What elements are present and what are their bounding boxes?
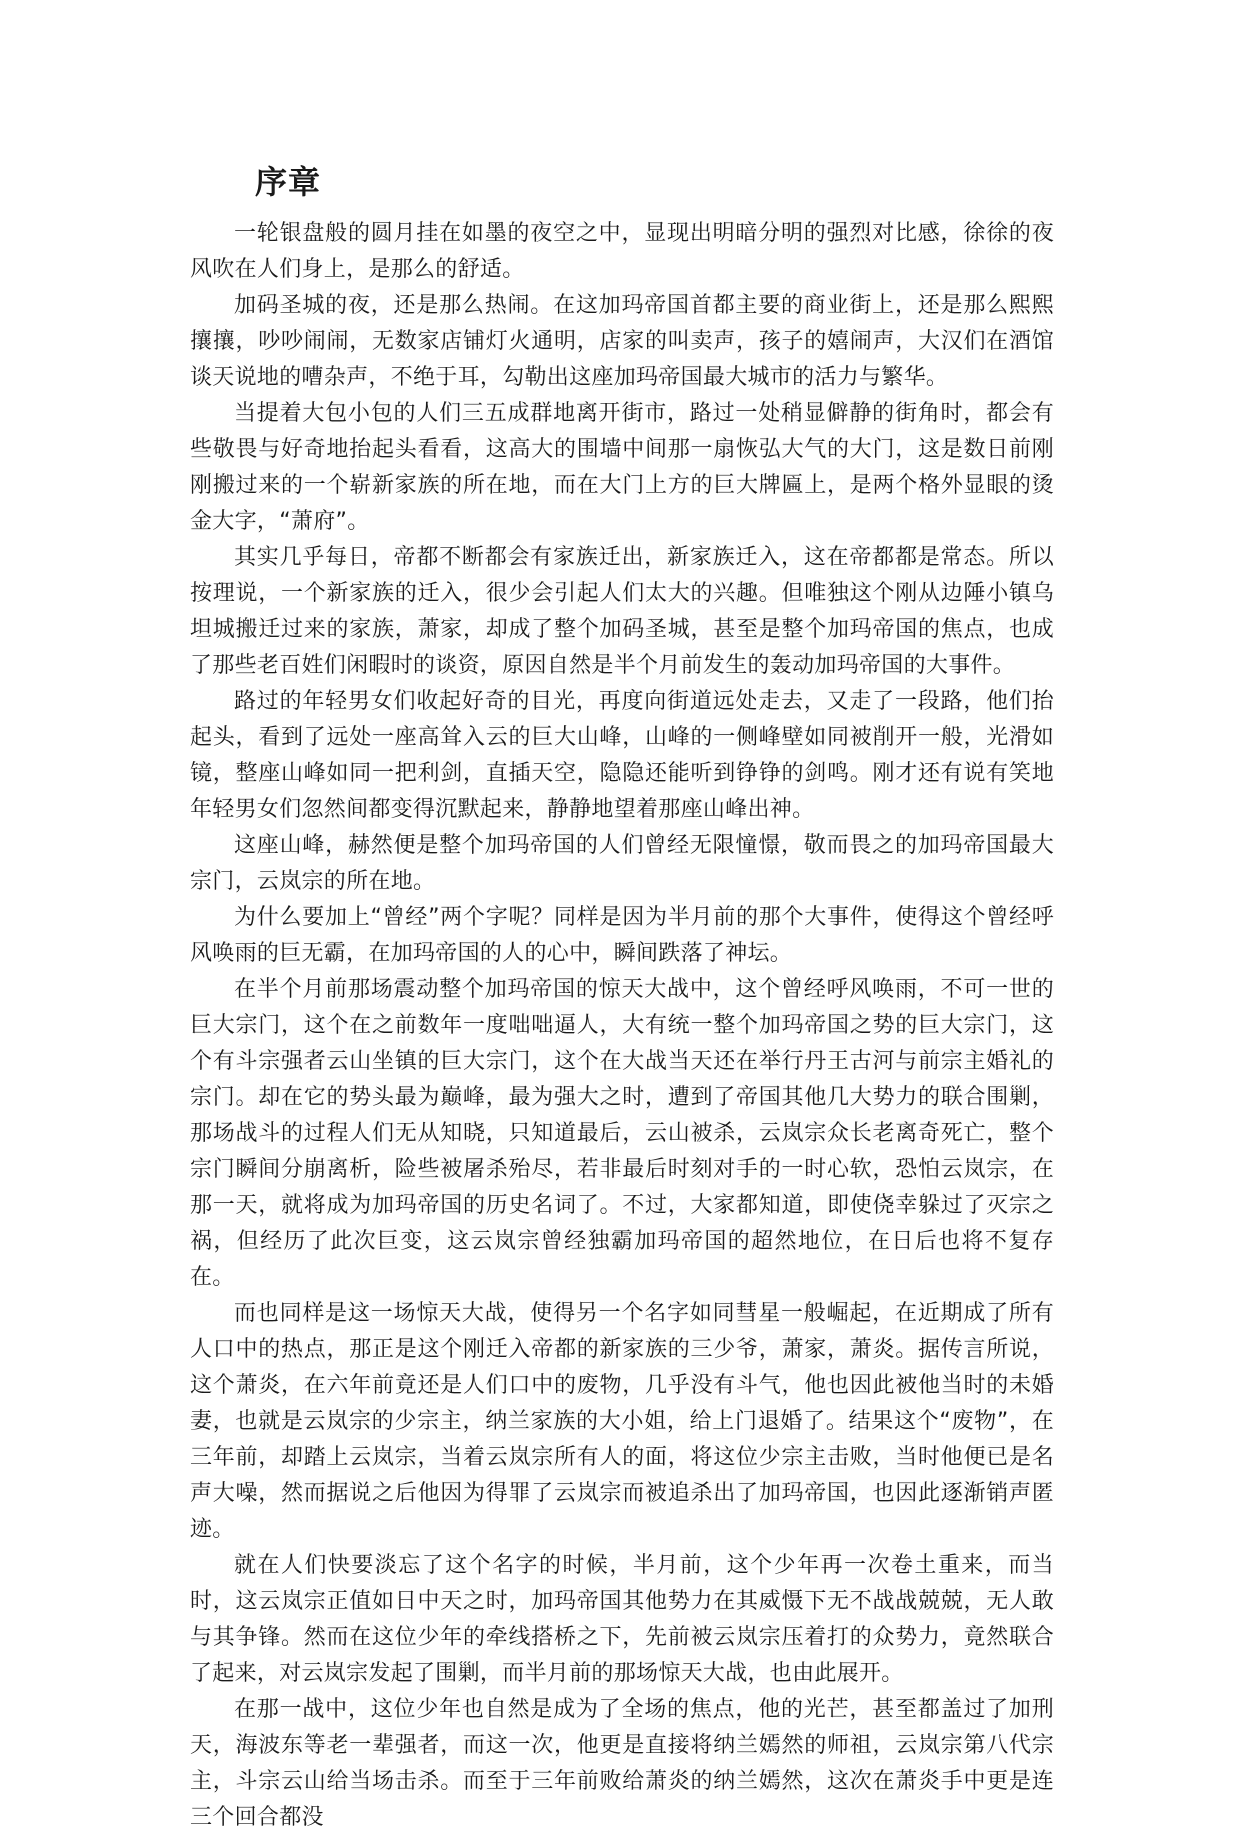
paragraph: 一轮银盘般的圆月挂在如墨的夜空之中，显现出明暗分明的强烈对比感，徐徐的夜风吹在人们身上，是那么的舒适。 <box>190 221 1054 282</box>
paragraph: 路过的年轻男女们收起好奇的目光，再度向街道远处走去，又走了一段路，他们抬起头，看到了远处一座高耸入云的巨大山峰，山峰的一侧峰壁如同被削开一般，光滑如镜，整座山峰如同一把利剑，直插天空，隐隐还能听到铮铮的剑鸣。刚才还有说有笑地年轻男女们忽然间都变得沉默起来，静静地望着那座山峰出神。 <box>190 689 1054 822</box>
paragraph: 在半个月前那场震动整个加玛帝国的惊天大战中，这个曾经呼风唤雨，不可一世的巨大宗门，这个在之前数年一度咄咄逼人，大有统一整个加玛帝国之势的巨大宗门，这个有斗宗强者云山坐镇的巨大宗门，这个在大战当天还在举行丹王古河与前宗主婚礼的宗门。却在它的势头最为巅峰，最为强大之时，遭到了帝国其他几大势力的联合围剿，那场战斗的过程人们无从知晓，只知道最后，云山被杀，云岚宗众长老离奇死亡，整个宗门瞬间分崩离析，险些被屠杀殆尽，若非最后时刻对手的一时心软，恐怕云岚宗，在那一天，就将成为加玛帝国的历史名词了。不过，大家都知道，即使侥幸躲过了灭宗之祸，但经历了此次巨变，这云岚宗曾经独霸加玛帝国的超然地位，在日后也将不复存在。 <box>190 977 1054 1290</box>
paragraph: 其实几乎每日，帝都不断都会有家族迁出，新家族迁入，这在帝都都是常态。所以按理说，一个新家族的迁入，很少会引起人们太大的兴趣。但唯独这个刚从边陲小镇乌坦城搬迁过来的家族，萧家，却成了整个加码圣城，甚至是整个加玛帝国的焦点，也成了那些老百姓们闲暇时的谈资，原因自然是半个月前发生的轰动加玛帝国的大事件。 <box>190 545 1054 678</box>
chapter-body <box>190 216 1054 1836</box>
chapter-title: 序章 <box>255 163 322 201</box>
paragraph: 这座山峰，赫然便是整个加玛帝国的人们曾经无限憧憬，敬而畏之的加玛帝国最大宗门，云岚宗的所在地。 <box>190 833 1054 894</box>
paragraph: 在那一战中，这位少年也自然是成为了全场的焦点，他的光芒，甚至都盖过了加刑天，海波东等老一辈强者，而这一次，他更是直接将纳兰嫣然的师祖，云岚宗第八代宗主，斗宗云山给当场击杀。而至于三年前败给萧炎的纳兰嫣然，这次在萧炎手中更是连三个回合都没 <box>190 1697 1054 1830</box>
paragraph: 而也同样是这一场惊天大战，使得另一个名字如同彗星一般崛起，在近期成了所有人口中的热点，那正是这个刚迁入帝都的新家族的三少爷，萧家，萧炎。据传言所说，这个萧炎，在六年前竟还是人们口中的废物，几乎没有斗气，他也因此被他当时的未婚妻，也就是云岚宗的少宗主，纳兰家族的大小姐，给上门退婚了。结果这个“废物”，在三年前，却踏上云岚宗，当着云岚宗所有人的面，将这位少宗主击败，当时他便已是名声大噪，然而据说之后他因为得罪了云岚宗而被追杀出了加玛帝国，也因此逐渐销声匿迹。 <box>190 1301 1054 1542</box>
paragraph: 为什么要加上“曾经”两个字呢？同样是因为半月前的那个大事件，使得这个曾经呼风唤雨的巨无霸，在加玛帝国的人的心中，瞬间跌落了神坛。 <box>190 905 1054 966</box>
paragraph: 就在人们快要淡忘了这个名字的时候，半月前，这个少年再一次卷土重来，而当时，这云岚宗正值如日中天之时，加玛帝国其他势力在其威慑下无不战战兢兢，无人敢与其争锋。然而在这位少年的牵线搭桥之下，先前被云岚宗压着打的众势力，竟然联合了起来，对云岚宗发起了围剿，而半月前的那场惊天大战，也由此展开。 <box>190 1553 1054 1686</box>
paragraph: 当提着大包小包的人们三五成群地离开街市，路过一处稍显僻静的街角时，都会有些敬畏与好奇地抬起头看看，这高大的围墙中间那一扇恢弘大气的大门，这是数日前刚刚搬过来的一个崭新家族的所在地，而在大门上方的巨大牌匾上，是两个格外显眼的烫金大字，“萧府”。 <box>190 401 1054 534</box>
paragraph: 加码圣城的夜，还是那么热闹。在这加玛帝国首都主要的商业街上，还是那么熙熙攘攘，吵吵闹闹，无数家店铺灯火通明，店家的叫卖声，孩子的嬉闹声，大汉们在酒馆谈天说地的嘈杂声，不绝于耳，勾勒出这座加玛帝国最大城市的活力与繁华。 <box>190 293 1054 390</box>
